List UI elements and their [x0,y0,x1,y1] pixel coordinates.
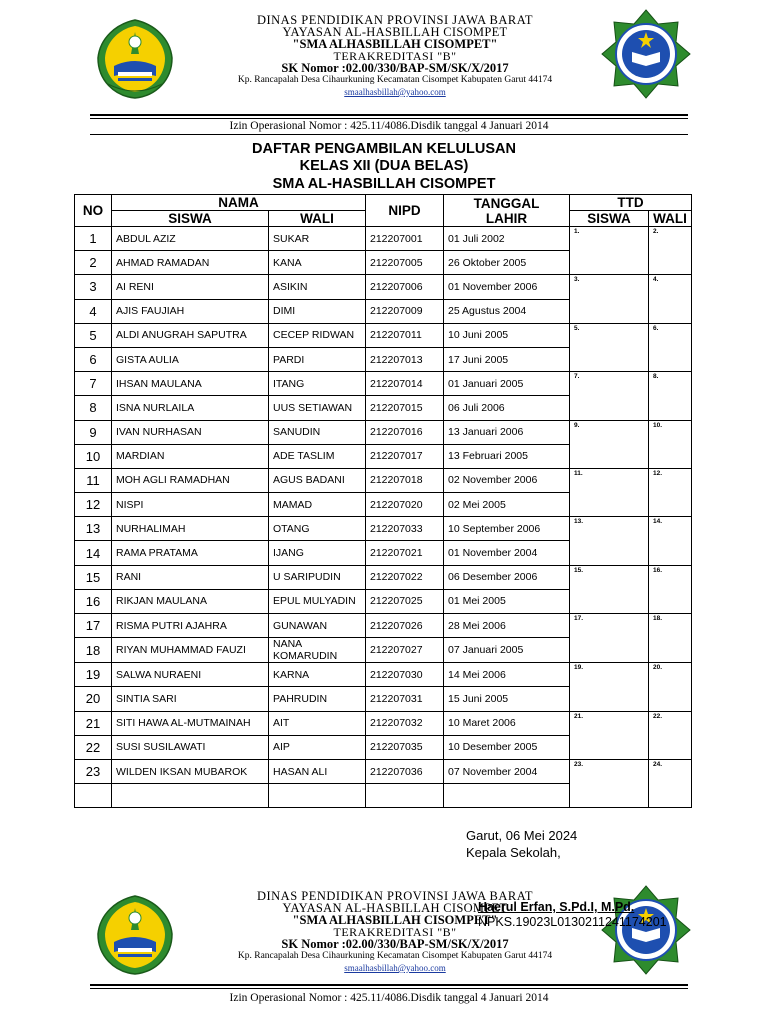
student-name: MARDIAN [112,444,269,468]
student-nipd: 212207015 [366,396,444,420]
header-siswa: SISWA [112,211,269,227]
school-emblem-logo [600,884,692,976]
birth-date: 01 November 2006 [444,275,570,299]
birth-date: 07 November 2004 [444,759,570,783]
student-name: IHSAN MAULANA [112,372,269,396]
student-signature-slot[interactable]: 17. [570,614,649,663]
student-name: AHMAD RAMADAN [112,251,269,275]
row-number: 7 [75,372,112,396]
row-number: 22 [75,735,112,759]
header-wali: WALI [269,211,366,227]
letterhead-divider-thin [90,118,688,119]
row-number: 2 [75,251,112,275]
student-name: ISNA NURLAILA [112,396,269,420]
west-java-crest-logo [94,894,176,976]
header-tanggal: TANGGAL [473,195,540,211]
sk-number: SK Nomor :02.00/330/BAP-SM/SK/X/2017 [281,61,509,75]
row-number: 15 [75,565,112,589]
doc-title-line1: DAFTAR PENGAMBILAN KELULUSAN [252,141,516,157]
table-row [75,372,692,396]
student-signature-slot[interactable]: 21. [570,711,649,759]
student-nipd: 212207021 [366,541,444,565]
guardian-signature-slot[interactable]: 22. [649,711,692,759]
header-nipd: NIPD [366,195,444,227]
birth-date: 07 Januari 2005 [444,638,570,663]
row-number: 10 [75,444,112,468]
guardian-name: KARNA [269,663,366,687]
student-nipd: 212207033 [366,517,444,541]
school-name: "SMA ALHASBILLAH CISOMPET" [292,37,498,51]
student-nipd: 212207022 [366,565,444,589]
table-row [75,663,692,687]
birth-date: 06 Desember 2006 [444,565,570,589]
header-lahir: LAHIR [485,210,528,226]
guardian-name [269,784,366,808]
table-row [75,759,692,783]
guardian-name: ADE TASLIM [269,444,366,468]
row-number: 19 [75,663,112,687]
birth-date: 14 Mei 2006 [444,663,570,687]
table-row [75,517,692,541]
guardian-name: PAHRUDIN [269,687,366,711]
table-body [75,227,692,808]
guardian-name: MAMAD [269,493,366,517]
birth-date: 17 Juni 2005 [444,347,570,371]
header-ttd-wali: WALI [649,211,692,227]
guardian-name: SUKAR [269,227,366,251]
header-tanggal-lahir [444,195,570,227]
row-number: 9 [75,420,112,444]
birth-date: 25 Agustus 2004 [444,299,570,323]
row-number: 13 [75,517,112,541]
guardian-name: UUS SETIAWAN [269,396,366,420]
address: Kp. Rancapalah Desa Cihaurkuning Kecamatan Cisompet Kabupaten Garut 44174 [237,951,553,961]
student-nipd: 212207032 [366,711,444,735]
guardian-name: AIT [269,711,366,735]
header-ttd: TTD [570,195,692,211]
email-link[interactable]: smaalhasbillah@yahoo.com [344,963,446,973]
letterhead-divider [90,114,688,116]
table-row [75,275,692,299]
school-name: "SMA ALHASBILLAH CISOMPET" [292,913,498,927]
student-nipd: 212207006 [366,275,444,299]
student-signature-slot[interactable]: 15. [570,565,649,613]
header-ttd-siswa: SISWA [570,211,649,227]
student-signature-slot[interactable]: 7. [570,372,649,420]
guardian-name: KANA [269,251,366,275]
guardian-signature-slot[interactable]: 2. [649,227,692,275]
student-name: SITI HAWA AL-MUTMAINAH [112,711,269,735]
row-number: 21 [75,711,112,735]
student-name: ABDUL AZIZ [112,227,269,251]
student-nipd [366,784,444,808]
student-name [112,784,269,808]
header-nama: NAMA [112,195,366,211]
doc-title-line2: KELAS XII (DUA BELAS) [299,158,469,174]
letterhead-divider [90,984,688,986]
guardian-signature-slot[interactable]: 18. [649,614,692,663]
student-signature-slot[interactable]: 23. [570,759,649,807]
birth-date: 06 Juli 2006 [444,396,570,420]
guardian-signature-slot[interactable]: 6. [649,323,692,371]
student-name: ALDI ANUGRAH SAPUTRA [112,323,269,347]
table-row [75,420,692,444]
student-nipd: 212207025 [366,589,444,613]
student-nipd: 212207035 [366,735,444,759]
table-row [75,565,692,589]
birth-date: 10 Juni 2005 [444,323,570,347]
student-signature-slot[interactable]: 11. [570,468,649,516]
guardian-signature-slot[interactable]: 10. [649,420,692,468]
birth-date: 01 Januari 2005 [444,372,570,396]
guardian-name: SANUDIN [269,420,366,444]
birth-date [444,784,570,808]
row-number: 23 [75,759,112,783]
accreditation: TERAKREDITASI "B" [333,49,457,63]
student-nipd: 212207016 [366,420,444,444]
student-name: SINTIA SARI [112,687,269,711]
student-nipd: 212207013 [366,347,444,371]
row-number: 5 [75,323,112,347]
letterhead-divider-thin [90,988,688,989]
student-name: RAMA PRATAMA [112,541,269,565]
student-name: RANI [112,565,269,589]
guardian-name: NANA KOMARUDIN [269,638,366,663]
student-signature-slot[interactable]: 1. [570,227,649,275]
birth-date: 26 Oktober 2005 [444,251,570,275]
doc-title-line3: SMA AL-HASBILLAH CISOMPET [272,176,496,192]
row-number [75,784,112,808]
operating-permit: Izin Operasional Nomor : 425.11/4086.Disdik tanggal 4 Januari 2014 [229,120,549,132]
row-number: 16 [75,589,112,613]
foundation-name: YAYASAN AL-HASBILLAH CISOMPET [282,901,508,915]
guardian-signature-slot[interactable]: 14. [649,517,692,565]
student-name: RIYAN MUHAMMAD FAUZI [112,638,269,663]
row-number: 4 [75,299,112,323]
guardian-name: ASIKIN [269,275,366,299]
sk-number: SK Nomor :02.00/330/BAP-SM/SK/X/2017 [281,937,509,951]
guardian-name: AIP [269,735,366,759]
student-signature-slot[interactable]: 5. [570,323,649,371]
header-no: NO [75,195,112,227]
student-signature-slot[interactable]: 13. [570,517,649,565]
agency-name: DINAS PENDIDIKAN PROVINSI JAWA BARAT [256,889,534,903]
guardian-signature-slot[interactable]: 24. [649,759,692,807]
student-nipd: 212207009 [366,299,444,323]
birth-date: 13 Januari 2006 [444,420,570,444]
student-name: AI RENI [112,275,269,299]
west-java-crest-logo [94,18,176,100]
accreditation: TERAKREDITASI "B" [333,925,457,939]
student-name: NURHALIMAH [112,517,269,541]
guardian-name: U SARIPUDIN [269,565,366,589]
row-number: 17 [75,614,112,638]
student-nipd: 212207026 [366,614,444,638]
guardian-signature-slot[interactable]: 20. [649,663,692,711]
guardian-name: HASAN ALI [269,759,366,783]
student-nipd: 212207011 [366,323,444,347]
student-name: NISPI [112,493,269,517]
student-nipd: 212207030 [366,663,444,687]
agency-name: DINAS PENDIDIKAN PROVINSI JAWA BARAT [256,13,534,27]
row-number: 8 [75,396,112,420]
student-name: IVAN NURHASAN [112,420,269,444]
row-number: 11 [75,468,112,492]
foundation-name: YAYASAN AL-HASBILLAH CISOMPET [282,25,508,39]
student-name: RISMA PUTRI AJAHRA [112,614,269,638]
birth-date: 01 Juli 2002 [444,227,570,251]
guardian-signature-slot[interactable]: 4. [649,275,692,323]
student-nipd: 212207014 [366,372,444,396]
principal-name: Haerul Erfan, S.Pd.I, M.Pd. [478,900,635,914]
guardian-name: OTANG [269,517,366,541]
birth-date: 10 Desember 2005 [444,735,570,759]
student-name: SALWA NURAENI [112,663,269,687]
table-row [75,227,692,251]
principal-nip: NPKS.19023L0130211241174201 [478,915,667,929]
birth-date: 10 September 2006 [444,517,570,541]
guardian-signature-slot[interactable]: 8. [649,372,692,420]
student-name: RIKJAN MAULANA [112,589,269,613]
guardian-name: GUNAWAN [269,614,366,638]
row-number: 6 [75,347,112,371]
guardian-signature-slot[interactable]: 12. [649,468,692,516]
row-number: 20 [75,687,112,711]
guardian-name: AGUS BADANI [269,468,366,492]
school-emblem-logo [600,8,692,100]
table-row [75,711,692,735]
guardian-name: PARDI [269,347,366,371]
table-row [75,614,692,638]
student-signature-slot[interactable]: 9. [570,420,649,468]
student-nipd: 212207027 [366,638,444,663]
graduation-table [74,194,692,808]
birth-date: 01 November 2004 [444,541,570,565]
student-nipd: 212207001 [366,227,444,251]
table-row [75,323,692,347]
birth-date: 15 Juni 2005 [444,687,570,711]
permit-underline [90,134,688,135]
student-signature-slot[interactable]: 3. [570,275,649,323]
operating-permit: Izin Operasional Nomor : 425.11/4086.Disdik tanggal 4 Januari 2014 [229,992,549,1004]
letterhead-text [180,14,610,98]
student-nipd: 212207017 [366,444,444,468]
student-name: WILDEN IKSAN MUBAROK [112,759,269,783]
student-nipd: 212207020 [366,493,444,517]
row-number: 18 [75,638,112,663]
guardian-name: EPUL MULYADIN [269,589,366,613]
student-nipd: 212207005 [366,251,444,275]
guardian-name: DIMI [269,299,366,323]
student-nipd: 212207018 [366,468,444,492]
row-number: 14 [75,541,112,565]
birth-date: 02 November 2006 [444,468,570,492]
signature-place-date: Garut, 06 Mei 2024 [466,828,578,843]
table-row [75,468,692,492]
guardian-name: CECEP RIDWAN [269,323,366,347]
student-nipd: 212207031 [366,687,444,711]
guardian-signature-slot[interactable]: 16. [649,565,692,613]
guardian-name: ITANG [269,372,366,396]
birth-date: 02 Mei 2005 [444,493,570,517]
signature-role: Kepala Sekolah, [466,845,561,860]
row-number: 3 [75,275,112,299]
student-name: SUSI SUSILAWATI [112,735,269,759]
row-number: 12 [75,493,112,517]
letterhead-bottom [0,884,768,1004]
student-name: GISTA AULIA [112,347,269,371]
email-link[interactable]: smaalhasbillah@yahoo.com [344,87,446,97]
guardian-name: IJANG [269,541,366,565]
birth-date: 13 Februari 2005 [444,444,570,468]
student-name: MOH AGLI RAMADHAN [112,468,269,492]
letterhead-top [0,8,768,132]
birth-date: 01 Mei 2005 [444,589,570,613]
student-name: AJIS FAUJIAH [112,299,269,323]
birth-date: 28 Mei 2006 [444,614,570,638]
address: Kp. Rancapalah Desa Cihaurkuning Kecamatan Cisompet Kabupaten Garut 44174 [237,75,553,85]
student-nipd: 212207036 [366,759,444,783]
row-number: 1 [75,227,112,251]
student-signature-slot[interactable]: 19. [570,663,649,711]
birth-date: 10 Maret 2006 [444,711,570,735]
